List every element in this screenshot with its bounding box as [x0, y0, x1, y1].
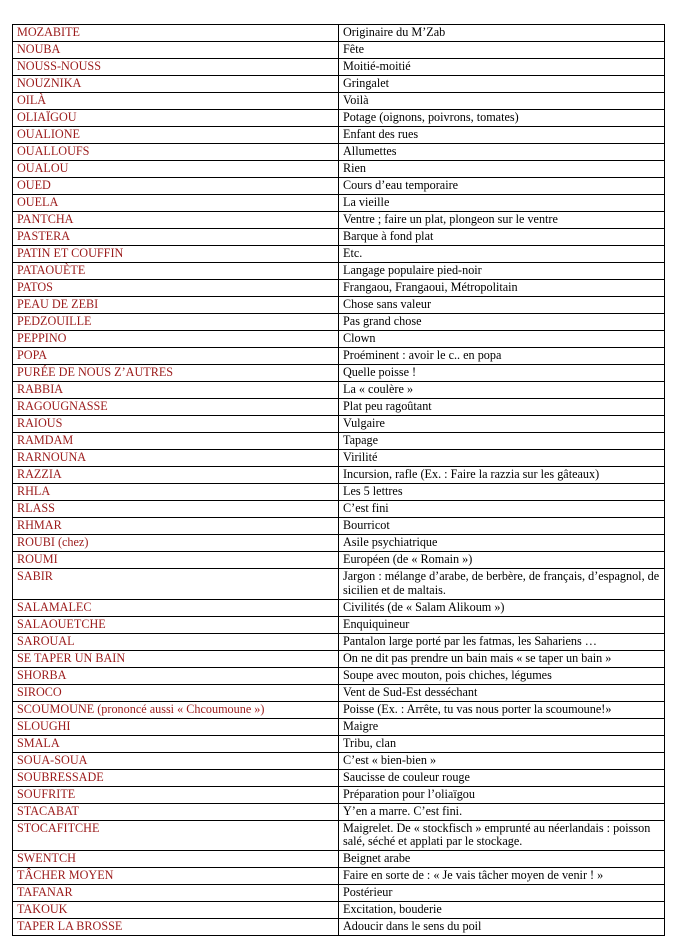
table-row [13, 433, 665, 450]
table-row [13, 365, 665, 382]
definition-cell: Vent de Sud-Est desséchant [339, 684, 665, 701]
definition-cell: Virilité [339, 450, 665, 467]
table-row [13, 701, 665, 718]
term-cell: PURÉE DE NOUS Z’AUTRES [13, 365, 339, 382]
term-cell: SMALA [13, 735, 339, 752]
term-cell: SALAMALEC [13, 599, 339, 616]
table-row [13, 76, 665, 93]
table-row [13, 110, 665, 127]
table-row [13, 25, 665, 42]
table-row [13, 467, 665, 484]
glossary-body [13, 25, 665, 936]
table-row [13, 803, 665, 820]
table-row [13, 786, 665, 803]
definition-cell: Barque à fond plat [339, 229, 665, 246]
definition-cell: Civilités (de « Salam Alikoum ») [339, 599, 665, 616]
definition-cell: Enfant des rues [339, 127, 665, 144]
term-cell: PASTERA [13, 229, 339, 246]
definition-cell: La vieille [339, 195, 665, 212]
table-row [13, 450, 665, 467]
table-row [13, 416, 665, 433]
definition-cell: Langage populaire pied-noir [339, 263, 665, 280]
term-cell: SCOUMOUNE (prononcé aussi « Chcoumoune ») [13, 701, 339, 718]
term-cell: RHLA [13, 484, 339, 501]
table-row [13, 518, 665, 535]
table-row [13, 851, 665, 868]
term-cell: SABIR [13, 569, 339, 600]
definition-cell: Maigre [339, 718, 665, 735]
table-row [13, 667, 665, 684]
term-cell: NOUSS-NOUSS [13, 59, 339, 76]
definition-cell: Chose sans valeur [339, 297, 665, 314]
term-cell: SOUA-SOUA [13, 752, 339, 769]
table-row [13, 59, 665, 76]
definition-cell: On ne dit pas prendre un bain mais « se taper un bain » [339, 650, 665, 667]
definition-cell: Tapage [339, 433, 665, 450]
term-cell: PEAU DE ZEBI [13, 297, 339, 314]
term-cell: NOUBA [13, 42, 339, 59]
term-cell: SOUFRITE [13, 786, 339, 803]
table-row [13, 885, 665, 902]
definition-cell: Asile psychiatrique [339, 535, 665, 552]
term-cell: SAROUAL [13, 633, 339, 650]
definition-cell: Excitation, bouderie [339, 902, 665, 919]
table-row [13, 752, 665, 769]
term-cell: OLIAÏGOU [13, 110, 339, 127]
definition-cell: Frangaou, Frangaoui, Métropolitain [339, 280, 665, 297]
term-cell: SOUBRESSADE [13, 769, 339, 786]
definition-cell: Proéminent : avoir le c.. en popa [339, 348, 665, 365]
term-cell: OUELA [13, 195, 339, 212]
term-cell: TAPER LA BROSSE [13, 919, 339, 936]
table-row [13, 735, 665, 752]
definition-cell: Pas grand chose [339, 314, 665, 331]
term-cell: PATAOUÈTE [13, 263, 339, 280]
table-row [13, 569, 665, 600]
table-row [13, 484, 665, 501]
definition-cell: Tribu, clan [339, 735, 665, 752]
table-row [13, 399, 665, 416]
table-row [13, 599, 665, 616]
definition-cell: Beignet arabe [339, 851, 665, 868]
term-cell: RLASS [13, 501, 339, 518]
definition-cell: La « coulère » [339, 382, 665, 399]
table-row [13, 127, 665, 144]
term-cell: OUALIONE [13, 127, 339, 144]
term-cell: RAZZIA [13, 467, 339, 484]
definition-cell: Bourricot [339, 518, 665, 535]
definition-cell: Ventre ; faire un plat, plongeon sur le ventre [339, 212, 665, 229]
definition-cell: Etc. [339, 246, 665, 263]
table-row [13, 331, 665, 348]
table-row [13, 297, 665, 314]
table-row [13, 718, 665, 735]
definition-cell: Potage (oignons, poivrons, tomates) [339, 110, 665, 127]
table-row [13, 501, 665, 518]
definition-cell: Poisse (Ex. : Arrête, tu vas nous porter la scoumoune!» [339, 701, 665, 718]
term-cell: RABBIA [13, 382, 339, 399]
definition-cell: Fête [339, 42, 665, 59]
definition-cell: C’est « bien-bien » [339, 752, 665, 769]
table-row [13, 280, 665, 297]
term-cell: STOCAFITCHE [13, 820, 339, 851]
term-cell: PANTCHA [13, 212, 339, 229]
definition-cell: Saucisse de couleur rouge [339, 769, 665, 786]
table-row [13, 382, 665, 399]
term-cell: SLOUGHI [13, 718, 339, 735]
term-cell: TÂCHER MOYEN [13, 868, 339, 885]
term-cell: SALAOUETCHE [13, 616, 339, 633]
term-cell: PATIN ET COUFFIN [13, 246, 339, 263]
table-row [13, 769, 665, 786]
definition-cell: Les 5 lettres [339, 484, 665, 501]
table-row [13, 552, 665, 569]
definition-cell: Plat peu ragoûtant [339, 399, 665, 416]
term-cell: SWENTCH [13, 851, 339, 868]
definition-cell: Faire en sorte de : « Je vais tâcher moyen de venir ! » [339, 868, 665, 885]
term-cell: TAKOUK [13, 902, 339, 919]
table-row [13, 902, 665, 919]
table-row [13, 535, 665, 552]
term-cell: POPA [13, 348, 339, 365]
term-cell: NOUZNIKA [13, 76, 339, 93]
term-cell: OILÀ [13, 93, 339, 110]
table-row [13, 868, 665, 885]
term-cell: MOZABITE [13, 25, 339, 42]
table-row [13, 919, 665, 936]
term-cell: SE TAPER UN BAIN [13, 650, 339, 667]
table-row [13, 42, 665, 59]
term-cell: STACABAT [13, 803, 339, 820]
table-row [13, 178, 665, 195]
term-cell: TAFANAR [13, 885, 339, 902]
term-cell: OUALLOUFS [13, 144, 339, 161]
term-cell: RAMDAM [13, 433, 339, 450]
table-row [13, 633, 665, 650]
term-cell: ROUBI (chez) [13, 535, 339, 552]
table-row [13, 93, 665, 110]
table-row [13, 144, 665, 161]
definition-cell: Voilà [339, 93, 665, 110]
definition-cell: Soupe avec mouton, pois chiches, légumes [339, 667, 665, 684]
table-row [13, 616, 665, 633]
table-row [13, 314, 665, 331]
term-cell: PEDZOUILLE [13, 314, 339, 331]
glossary-table [12, 24, 665, 936]
term-cell: RARNOUNA [13, 450, 339, 467]
definition-cell: Jargon : mélange d’arabe, de berbère, de français, d’espagnol, de sicilien et de maltais. [339, 569, 665, 600]
definition-cell: Quelle poisse ! [339, 365, 665, 382]
definition-cell: Pantalon large porté par les fatmas, les Sahariens … [339, 633, 665, 650]
definition-cell: Maigrelet. De « stockfisch » emprunté au néerlandais : poisson salé, séché et applati par le stockage. [339, 820, 665, 851]
term-cell: OUALOU [13, 161, 339, 178]
definition-cell: Incursion, rafle (Ex. : Faire la razzia sur les gâteaux) [339, 467, 665, 484]
table-row [13, 820, 665, 851]
definition-cell: Allumettes [339, 144, 665, 161]
term-cell: SIROCO [13, 684, 339, 701]
term-cell: RAGOUGNASSE [13, 399, 339, 416]
table-row [13, 212, 665, 229]
term-cell: PEPPINO [13, 331, 339, 348]
definition-cell: Clown [339, 331, 665, 348]
definition-cell: Rien [339, 161, 665, 178]
definition-cell: Cours d’eau temporaire [339, 178, 665, 195]
term-cell: RAIOUS [13, 416, 339, 433]
table-row [13, 195, 665, 212]
definition-cell: Vulgaire [339, 416, 665, 433]
table-row [13, 684, 665, 701]
term-cell: OUED [13, 178, 339, 195]
definition-cell: Postérieur [339, 885, 665, 902]
table-row [13, 650, 665, 667]
definition-cell: Adoucir dans le sens du poil [339, 919, 665, 936]
definition-cell: Y’en a marre. C’est fini. [339, 803, 665, 820]
definition-cell: C’est fini [339, 501, 665, 518]
table-row [13, 246, 665, 263]
term-cell: SHORBA [13, 667, 339, 684]
definition-cell: Européen (de « Romain ») [339, 552, 665, 569]
definition-cell: Enquiquineur [339, 616, 665, 633]
table-row [13, 263, 665, 280]
definition-cell: Originaire du M’Zab [339, 25, 665, 42]
definition-cell: Moitié-moitié [339, 59, 665, 76]
table-row [13, 161, 665, 178]
term-cell: RHMAR [13, 518, 339, 535]
term-cell: PATOS [13, 280, 339, 297]
table-row [13, 348, 665, 365]
table-row [13, 229, 665, 246]
definition-cell: Préparation pour l’oliaïgou [339, 786, 665, 803]
term-cell: ROUMI [13, 552, 339, 569]
definition-cell: Gringalet [339, 76, 665, 93]
